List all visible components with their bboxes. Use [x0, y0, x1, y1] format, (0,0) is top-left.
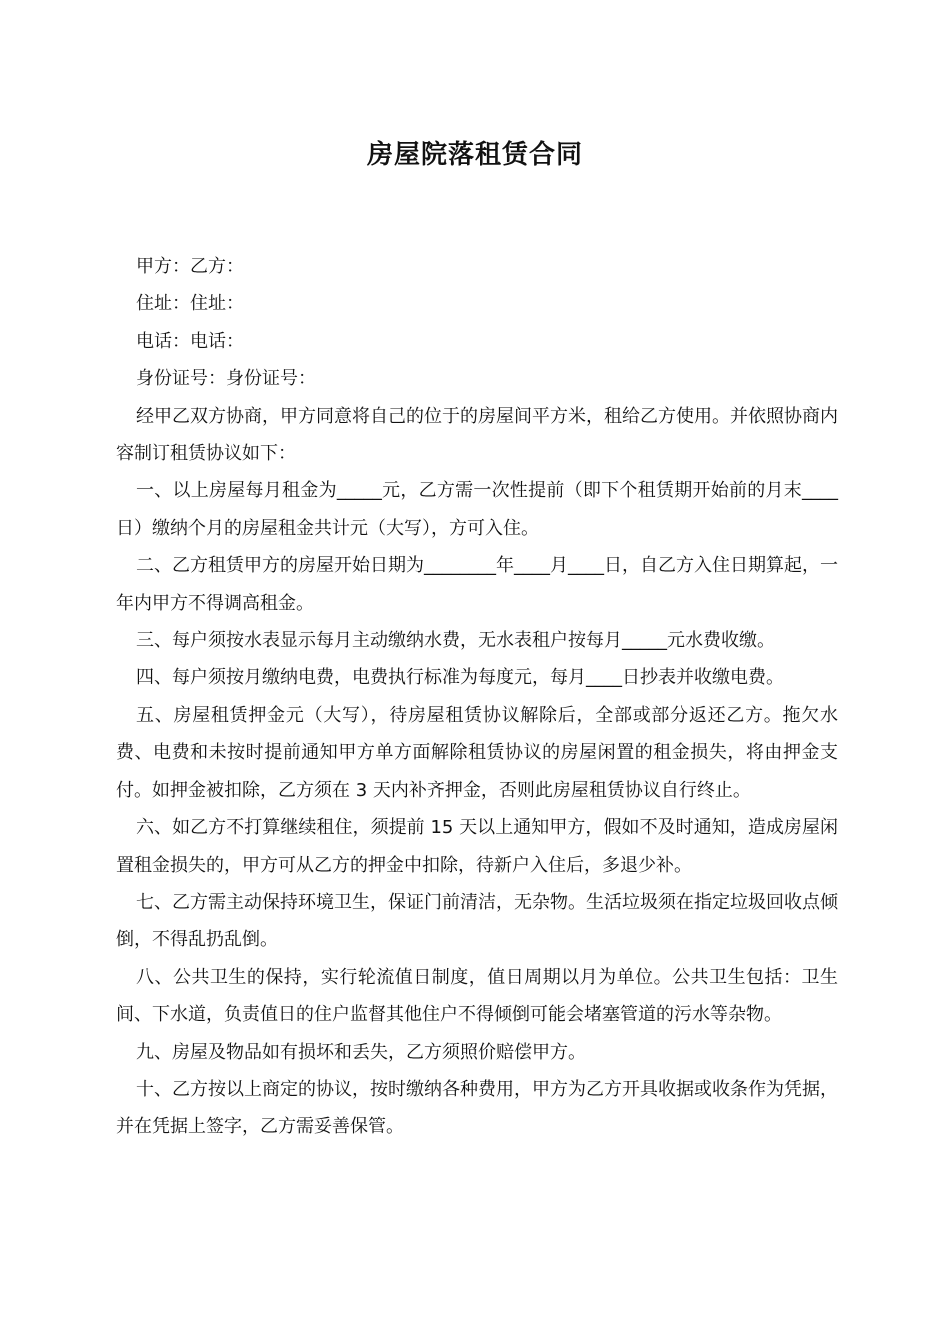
party-names-line: 甲方：乙方： [136, 256, 244, 277]
clause-5: 五、房屋租赁押金元（大写），待房屋租赁协议解除后，全部或部分返还乙方。拖欠水费、电费和未按时提前通知甲方单方面解除租赁协议的房屋闲置的租金损失，将由押金支付。如押金被扣除，乙方须在 3 天内补齐押金，否则此房屋租赁协议自行终止。 [116, 704, 838, 801]
clause-2: 二、乙方租赁甲方的房屋开始日期为________年____月____日，自乙方入住日期算起，一年内甲方不得调高租金。 [116, 555, 838, 614]
clause-10: 十、乙方按以上商定的协议，按时缴纳各种费用，甲方为乙方开具收据或收条作为凭据，并在凭据上签字，乙方需妥善保管。 [116, 1078, 838, 1138]
clause-8: 八、公共卫生的保持，实行轮流值日制度，值日周期以月为单位。公共卫生包括：卫生间、下水道，负责值日的住户监督其他住户不得倾倒可能会堵塞管道的污水等杂物。 [116, 966, 838, 1026]
document-title: 房屋院落租赁合同 [366, 140, 583, 170]
clause-9: 九、房屋及物品如有损坏和丢失，乙方须照价赔偿甲方。 [136, 1041, 586, 1063]
party-id-line: 身份证号：身份证号： [136, 368, 316, 390]
clause-3: 三、每户须按水表显示每月主动缴纳水费，无水表租户按每月_____元水费收缴。 [136, 630, 775, 652]
party-phone-line: 电话：电话： [136, 330, 244, 352]
clause-4: 四、每户须按月缴纳电费，电费执行标准为每度元，每月____日抄表并收缴电费。 [136, 667, 784, 689]
document-body [116, 248, 838, 1146]
party-address-line: 住址：住址： [136, 293, 244, 315]
clause-1: 一、以上房屋每月租金为_____元，乙方需一次性提前（即下个租赁期开始前的月末____日）缴纳个月的房屋租金共计元（大写），方可入住。 [116, 480, 838, 539]
preamble-paragraph: 经甲乙双方协商，甲方同意将自己的位于的房屋间平方米，租给乙方使用。并依照协商内容制订租赁协议如下： [116, 405, 838, 465]
clause-6: 六、如乙方不打算继续租住，须提前 15 天以上通知甲方，假如不及时通知，造成房屋闲置租金损失的，甲方可从乙方的押金中扣除，待新户入住后，多退少补。 [116, 817, 838, 876]
clause-7: 七、乙方需主动保持环境卫生，保证门前清洁，无杂物。生活垃圾须在指定垃圾回收点倾倒，不得乱扔乱倒。 [116, 891, 838, 951]
